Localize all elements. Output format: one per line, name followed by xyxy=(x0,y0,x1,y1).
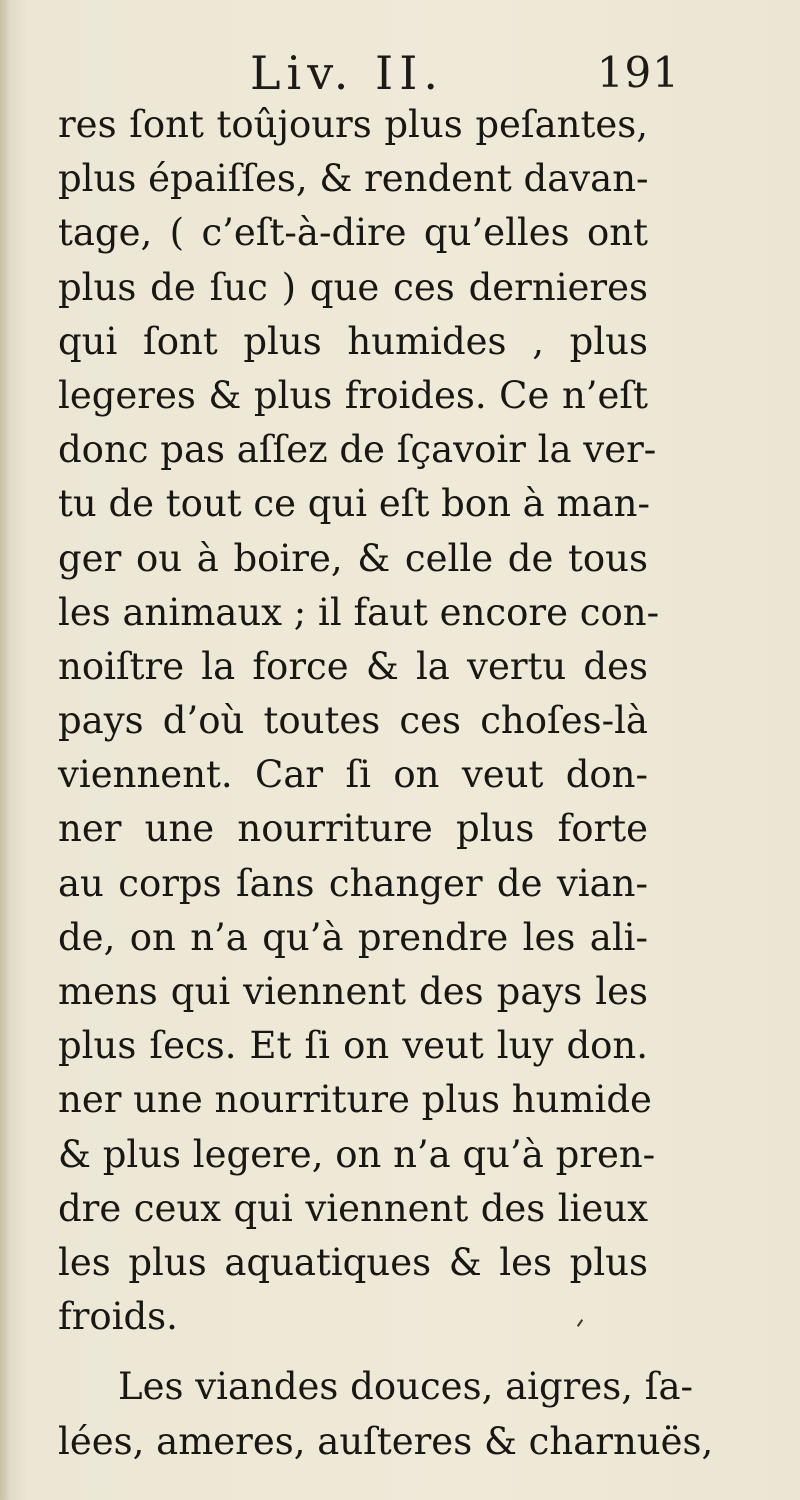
text-line: au corps ſans changer de vian- xyxy=(58,861,648,905)
text-line: tu de tout ce qui eſt bon à man- xyxy=(58,482,650,526)
paragraph-gap xyxy=(58,1344,648,1360)
text-line: lées, ameres, auſteres & charnuës, xyxy=(58,1419,714,1463)
text-line: noiſtre la force & la vertu des xyxy=(58,644,648,688)
text-line: froids. xyxy=(58,1295,178,1339)
text-line: res ſont toûjours plus peſantes, xyxy=(58,103,648,146)
text-line: legeres & plus froides. Ce n’eſt xyxy=(58,373,648,417)
page-header xyxy=(60,38,680,98)
text-line: tage, ( c’eſt-à-dire qu’elles ont xyxy=(58,211,648,255)
text-line: ner une nourriture plus forte xyxy=(58,807,648,851)
text-line: les plus aquatiques & les plus xyxy=(58,1240,648,1284)
gutter-shadow xyxy=(0,0,10,1500)
text-line: de, on n’a qu’à prendre les ali- xyxy=(58,915,648,959)
text-line: plus épaiſſes, & rendent davan- xyxy=(58,157,649,201)
text-line: Les viandes douces, aigres, ſa- xyxy=(118,1365,694,1409)
page-number: 191 xyxy=(596,48,680,97)
text-line: & plus legere, on n’a qu’à pren- xyxy=(58,1132,656,1176)
text-line: les animaux ; il faut encore con- xyxy=(58,590,660,634)
body-text xyxy=(58,98,714,1469)
text-line: plus de ſuc ) que ces dernieres xyxy=(58,265,648,309)
text-line: mens qui viennent des pays les xyxy=(58,970,648,1013)
text-line: ner une nourriture plus humide xyxy=(58,1078,652,1122)
text-line: dre ceux qui viennent des lieux xyxy=(58,1186,648,1230)
text-line: qui ſont plus humides , plus xyxy=(58,319,648,363)
paragraph xyxy=(58,98,660,1344)
text-line: plus ſecs. Et ſi on veut luy don. xyxy=(58,1024,648,1068)
text-line: ger ou à boire, & celle de tous xyxy=(58,536,648,580)
text-line: donc pas aſſez de ſçavoir la ver- xyxy=(58,428,657,472)
text-line: pays d’où toutes ces choſes-là xyxy=(58,699,648,743)
text-line: viennent. Car ſi on veut don- xyxy=(58,753,648,797)
paragraph xyxy=(58,1360,714,1468)
running-title: Liv. II. xyxy=(250,46,444,100)
